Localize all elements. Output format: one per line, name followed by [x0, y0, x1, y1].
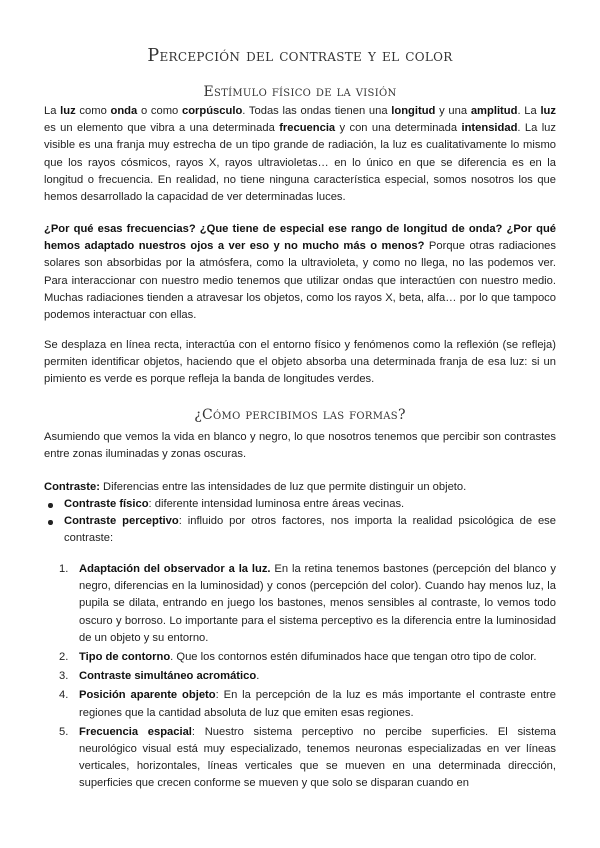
- paragraph-contrast-definition: Contraste: Diferencias entre las intensidades de luz que permite distinguir un objeto.: [44, 481, 467, 493]
- list-item: 4. Posición aparente objeto: En la percepción de la luz es más importante el contraste entre regiones que la cantidad absoluta de luz que emiten esas regiones.: [59, 689, 556, 719]
- list-item: 5. Frecuencia espacial: Nuestro sistema perceptivo no percibe superficies. El sistema neurológico visual está muy especializado, tenemos neuronas especializadas en ver líneas verticales, horizontales, líneas verticales que se mueven en una determinada dirección, superficies que crecen conforme se mueven y que solo se disparan cuando en: [59, 725, 556, 790]
- list-item: Contraste perceptivo: influido por otros factores, nos importa la realidad psicológica de ese contraste:: [44, 513, 556, 547]
- section-heading-shapes: ¿Cómo percibimos las formas?: [194, 407, 406, 423]
- page-title: Percepción del contraste y el color: [147, 46, 453, 66]
- perceptual-factors-list: [44, 561, 556, 795]
- list-item: 3. Contraste simultáneo acromático.: [59, 670, 260, 683]
- paragraph-black-white: Asumiendo que vemos la vida en blanco y negro, lo que nosotros tenemos que percibir son contrastes entre zonas iluminadas y zonas oscuras.: [44, 431, 556, 461]
- contrast-bullet-list: [44, 496, 556, 548]
- paragraph-light: La luz como onda o como corpúsculo. Todas las ondas tienen una longitud y una amplitud. La luz es un elemento que vibra a una determinada frecuencia y con una determinada intensidad. La luz visible es una franja muy estrecha de un tipo grande de radiación, la luz es cualitativamente lo mismo que los rayos cósmicos, rayos X, rayos ultravioletas… en lo único en que se diferencia es en la longitud o frecuencia. En realidad, no tiene ninguna característica especial, somos nosotros los que hemos desarrollado la capacidad de ver determinadas luces.: [44, 105, 557, 204]
- list-item: Contraste físico: diferente intensidad luminosa entre áreas vecinas.: [44, 496, 556, 513]
- list-item: 1. Adaptación del observador a la luz. En la retina tenemos bastones (percepción del blanco y negro, diferencias en la luminosidad) y conos (percepción del color). Cuando hay menos luz, la pupila se dilata, entrando en juego los bastones, menos sensibles al contraste, lo vemos todo oscuro y borroso. Lo importante para el sistema perceptivo es la diferencia entre la luminosidad de un objeto y su entorno.: [59, 563, 556, 644]
- paragraph-reflection: Se desplaza en línea recta, interactúa con el entorno físico y fenómenos como la reflexión (se refleja) permiten identificar objetos, haciendo que el objeto absorba una determinada franja de esa luz: si un pimiento es verde es porque refleja la banda de longitudes verdes.: [44, 339, 556, 386]
- list-item: 2. Tipo de contorno. Que los contornos estén difuminados hace que tengan otro tipo de color.: [59, 651, 537, 664]
- paragraph-frequencies: ¿Por qué esas frecuencias? ¿Que tiene de especial ese rango de longitud de onda? ¿Por qué hemos adaptado nuestros ojos a ver eso y no mucho más o menos? Porque otras radiaciones solares son absorbidas por la atmósfera, como la ultravioleta, y como no llega, no las podemos ver. Para interaccionar con nuestro medio tenemos que utilizar ondas que interactúen con nuestro medio. Muchas radiaciones tienden a atravesar los objetos, como los rayos X, beta, alfa… por lo que tampoco podemos interactuar con ellas.: [44, 223, 556, 322]
- section-heading-stimulus: Estímulo físico de la visión: [203, 84, 397, 100]
